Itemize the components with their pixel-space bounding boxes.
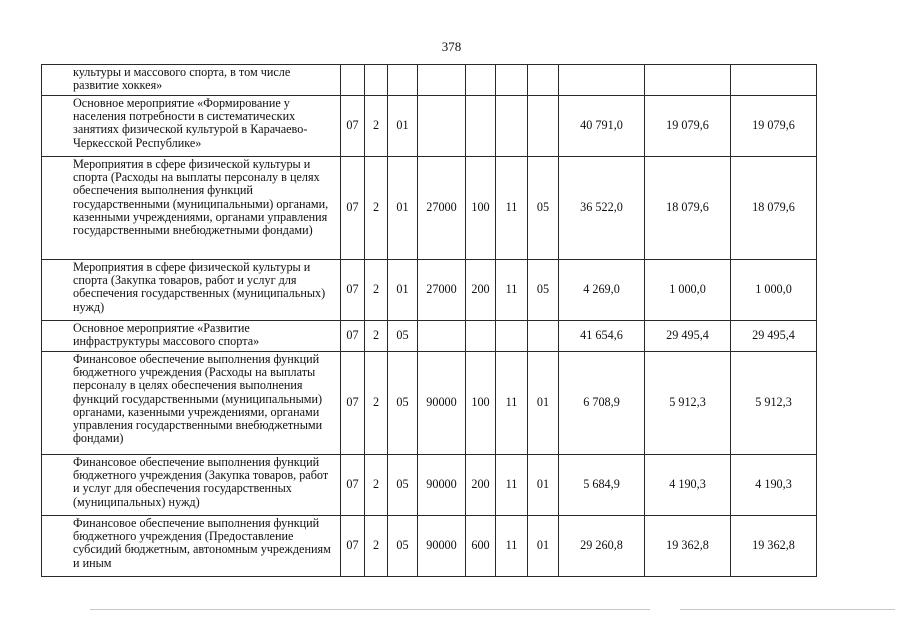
cell-amount-3: 19 362,8 <box>731 516 817 577</box>
row-name: культуры и массового спорта, в том числе развитие хоккея» <box>42 65 341 96</box>
cell-chapter: 11 <box>496 455 528 516</box>
cell-amount-3: 5 912,3 <box>731 352 817 455</box>
row-name: Основное мероприятие «Формирование у населения потребности в систематических занятиях физической культурой в Карачаево-Черкесской Республике» <box>42 96 341 157</box>
cell-event: 01 <box>388 96 418 157</box>
cell-chapter: 11 <box>496 157 528 260</box>
cell-chapter: 11 <box>496 352 528 455</box>
cell-amount-3: 1 000,0 <box>731 260 817 321</box>
cell-chapter: 11 <box>496 516 528 577</box>
cell-direction: 90000 <box>418 516 466 577</box>
cell-subprogram: 2 <box>365 352 388 455</box>
cell-amount-1 <box>559 65 645 96</box>
cell-direction: 27000 <box>418 260 466 321</box>
cell-amount-1: 36 522,0 <box>559 157 645 260</box>
cell-direction: 90000 <box>418 455 466 516</box>
cell-expense-type <box>466 65 496 96</box>
row-name: Финансовое обеспечение выполнения функций бюджетного учреждения (Расходы на выплаты персоналу в целях обеспечения выполнения функций государственными (муниципальными) органами, казенными учреждениями, органами управления государственными внебюджетными фондами) <box>42 352 341 455</box>
cell-amount-3: 4 190,3 <box>731 455 817 516</box>
cell-event: 01 <box>388 157 418 260</box>
cell-amount-1: 40 791,0 <box>559 96 645 157</box>
cell-subchapter: 01 <box>528 352 559 455</box>
cell-event: 01 <box>388 260 418 321</box>
cell-chapter <box>496 96 528 157</box>
cell-section: 07 <box>341 260 365 321</box>
cell-section: 07 <box>341 352 365 455</box>
table-row <box>42 260 817 321</box>
cell-amount-2: 29 495,4 <box>645 321 731 352</box>
cell-section: 07 <box>341 157 365 260</box>
cell-amount-2: 18 079,6 <box>645 157 731 260</box>
cell-event: 05 <box>388 455 418 516</box>
cell-amount-3: 29 495,4 <box>731 321 817 352</box>
page-number: 378 <box>441 39 462 54</box>
cell-amount-2: 19 079,6 <box>645 96 731 157</box>
cell-expense-type: 100 <box>466 157 496 260</box>
cell-event: 05 <box>388 352 418 455</box>
cell-subprogram: 2 <box>365 321 388 352</box>
cell-direction <box>418 96 466 157</box>
cell-amount-2: 19 362,8 <box>645 516 731 577</box>
row-name: Основное мероприятие «Развитие инфраструктуры массового спорта» <box>42 321 341 352</box>
cell-amount-1: 5 684,9 <box>559 455 645 516</box>
row-name: Финансовое обеспечение выполнения функций бюджетного учреждения (Предоставление субсидий бюджетным, автономным учреждениям и иным <box>42 516 341 577</box>
cell-expense-type: 200 <box>466 455 496 516</box>
cell-chapter: 11 <box>496 260 528 321</box>
cell-subchapter: 01 <box>528 516 559 577</box>
cell-section: 07 <box>341 516 365 577</box>
cell-chapter <box>496 321 528 352</box>
cell-subchapter: 05 <box>528 157 559 260</box>
cell-amount-2: 5 912,3 <box>645 352 731 455</box>
scan-artifact-line <box>90 609 650 610</box>
cell-direction <box>418 65 466 96</box>
cell-direction: 90000 <box>418 352 466 455</box>
budget-table <box>41 64 817 577</box>
cell-subprogram: 2 <box>365 516 388 577</box>
cell-event: 05 <box>388 516 418 577</box>
cell-section <box>341 65 365 96</box>
table-row <box>42 455 817 516</box>
cell-amount-1: 41 654,6 <box>559 321 645 352</box>
cell-subchapter <box>528 65 559 96</box>
table-row <box>42 352 817 455</box>
cell-expense-type: 100 <box>466 352 496 455</box>
cell-direction: 27000 <box>418 157 466 260</box>
cell-subchapter: 05 <box>528 260 559 321</box>
cell-amount-2: 4 190,3 <box>645 455 731 516</box>
cell-subprogram: 2 <box>365 260 388 321</box>
cell-event <box>388 65 418 96</box>
cell-subprogram <box>365 65 388 96</box>
cell-subprogram: 2 <box>365 157 388 260</box>
cell-chapter <box>496 65 528 96</box>
row-name: Финансовое обеспечение выполнения функций бюджетного учреждения (Закупка товаров, работ и услуг для обеспечения государственных (муниципальных) нужд) <box>42 455 341 516</box>
table-row <box>42 96 817 157</box>
table-row <box>42 157 817 260</box>
cell-section: 07 <box>341 96 365 157</box>
table-row <box>42 65 817 96</box>
cell-amount-3: 18 079,6 <box>731 157 817 260</box>
cell-direction <box>418 321 466 352</box>
cell-amount-3 <box>731 65 817 96</box>
table-row <box>42 516 817 577</box>
cell-subchapter: 01 <box>528 455 559 516</box>
cell-event: 05 <box>388 321 418 352</box>
cell-section: 07 <box>341 321 365 352</box>
cell-subprogram: 2 <box>365 96 388 157</box>
cell-amount-3: 19 079,6 <box>731 96 817 157</box>
cell-subchapter <box>528 321 559 352</box>
cell-expense-type: 600 <box>466 516 496 577</box>
cell-amount-2: 1 000,0 <box>645 260 731 321</box>
scan-artifact-line <box>680 609 895 610</box>
cell-subchapter <box>528 96 559 157</box>
cell-subprogram: 2 <box>365 455 388 516</box>
cell-expense-type <box>466 96 496 157</box>
row-name: Мероприятия в сфере физической культуры и спорта (Закупка товаров, работ и услуг для обеспечения государственных (муниципальных) нужд) <box>42 260 341 321</box>
row-name: Мероприятия в сфере физической культуры и спорта (Расходы на выплаты персоналу в целях обеспечения выполнения функций государственными (муниципальными) органами, казенными учреждениями, органами управления государственными внебюджетными фондами) <box>42 157 341 260</box>
cell-amount-2 <box>645 65 731 96</box>
table-row <box>42 321 817 352</box>
cell-amount-1: 29 260,8 <box>559 516 645 577</box>
cell-amount-1: 4 269,0 <box>559 260 645 321</box>
cell-amount-1: 6 708,9 <box>559 352 645 455</box>
cell-expense-type: 200 <box>466 260 496 321</box>
cell-expense-type <box>466 321 496 352</box>
cell-section: 07 <box>341 455 365 516</box>
